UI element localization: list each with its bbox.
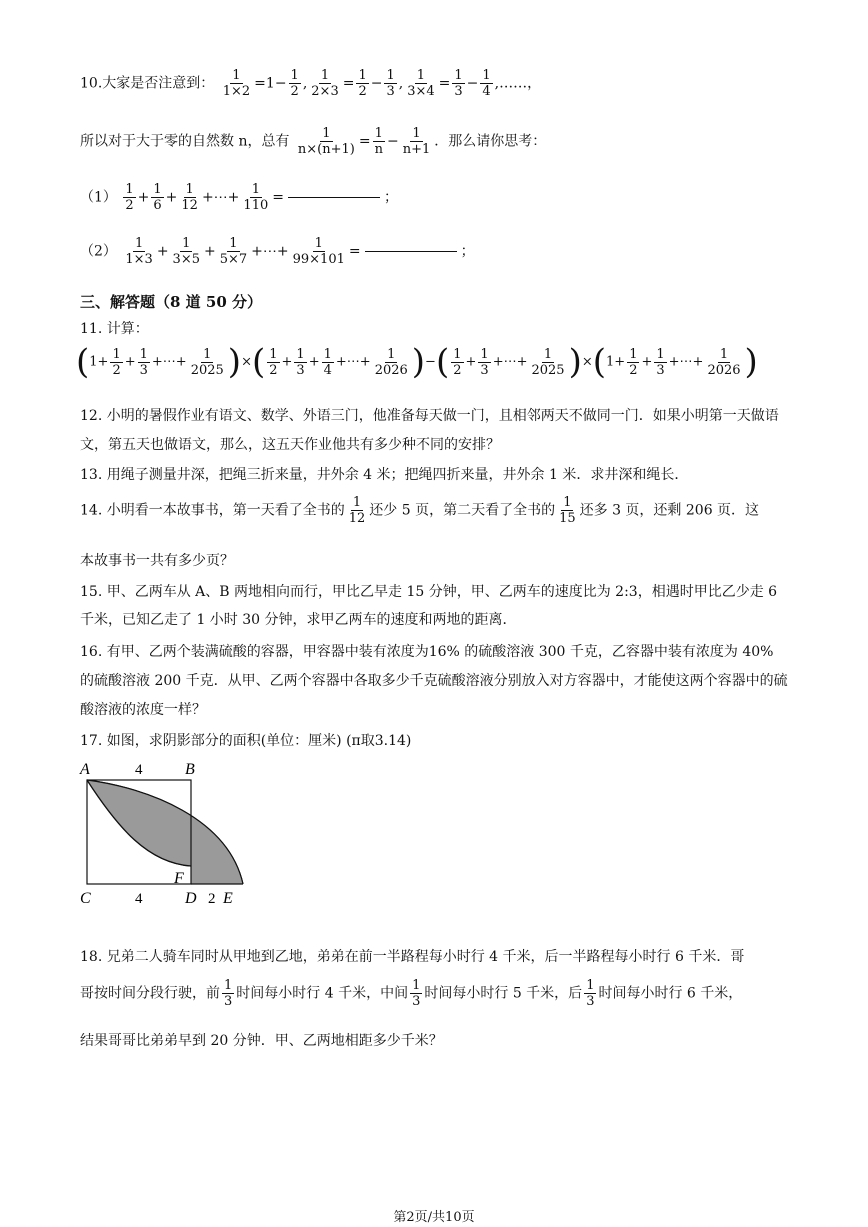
fraction: $\frac{1}{3}$ [139, 346, 148, 378]
fraction: $\frac{1}{99\times 101}$ [292, 236, 345, 267]
fraction: $\frac{1}{n+1}$ [402, 126, 431, 157]
page-footer: 第2页/共10页 [393, 1210, 475, 1225]
q18-line1: 18. 兄弟二人骑车同时从甲地到乙地，弟弟在前一半路程每小时行 4 千米，后一半路程每小时行 6 千米．哥 [80, 949, 745, 965]
label-bottom-length: 4 [135, 891, 143, 907]
answer-blank[interactable] [288, 197, 380, 198]
fraction: $\frac{1}{3}$ [412, 978, 421, 1009]
label-F: F [174, 870, 184, 887]
fraction: $\frac{1}{2}$ [358, 68, 367, 99]
fraction: $\frac{1}{3\times 5}$ [172, 236, 200, 267]
fraction: $\frac{1}{2026}$ [374, 346, 408, 378]
fraction: $\frac{1}{3}$ [454, 68, 463, 99]
fraction: $\frac{1}{2\times 3}$ [311, 68, 339, 99]
fraction: $\frac{1}{110}$ [243, 182, 269, 213]
q15-text: 15. 甲、乙两车从 A、B 两地相向而行，甲比乙早走 15 分钟，甲、乙两车的速度比为 2:3，相遇时甲比乙少走 6 千米，已知乙走了 1 小时 30 分钟，求甲乙两车的速度和两地的距离． [80, 584, 778, 628]
q16-text: 16. 有甲、乙两个装满硫酸的容器，甲容器中装有浓度为16% 的硫酸溶液 300 千克，乙容器中装有浓度为 40% 的硫酸溶液 200 千克．从甲、乙两个容器中各取多少千克硫酸溶液分别放入对方容器中，才能使这两个容器中的硫酸溶液的浓度一样？ [80, 644, 788, 718]
fraction: $\frac{1}{3}$ [296, 346, 305, 378]
fraction: $\frac{1}{2026}$ [707, 346, 741, 378]
fraction: $\frac{1}{6}$ [153, 182, 162, 213]
fraction: $\frac{1}{12}$ [348, 495, 366, 526]
fraction: $\frac{1}{2}$ [290, 68, 299, 99]
q17-text: 17. 如图，求阴影部分的面积(单位：厘米) (π取3.14) [80, 733, 412, 749]
fraction: $\frac{1}{3}$ [656, 346, 665, 378]
label-de-length: 2 [208, 891, 216, 907]
q18-line2: 哥按时间分段行驶，前 $\frac{1}{3}$ 时间每小时行 4 千米，中间 $\frac{1}{3}$ 时间每小时行 5 千米，后 $\frac{1}{3}$ 时间每小时行 6 千米， [80, 978, 743, 1009]
fraction: $\frac{1}{1\times 2}$ [222, 68, 251, 99]
fraction: $\frac{1}{4}$ [323, 346, 332, 378]
q10-part2: （2） $\frac{1}{1\times 3}$ + $\frac{1}{3\times 5}$ + $\frac{1}{5\times 7}$ +⋯+ $\frac{1}{99\times 101}$ = ； [80, 236, 475, 267]
fraction: $\frac{1}{2}$ [453, 346, 462, 378]
q13-text: 13. 用绳子测量井深，把绳三折来量，井外余 4 米；把绳四折来量，井外余 1 米．求井深和绳长． [80, 467, 689, 483]
fraction: $\frac{1}{2025}$ [190, 346, 224, 378]
label-C: C [80, 890, 91, 907]
label-top-length: 4 [135, 762, 143, 778]
label-A: A [80, 761, 90, 778]
fraction: $\frac{1}{2}$ [112, 346, 121, 378]
q10-part1: （1） $\frac{1}{2}$ + $\frac{1}{6}$ + $\frac{1}{12}$ +⋯+ $\frac{1}{110}$ = ； [80, 182, 398, 213]
q12-text: 12. 小明的暑假作业有语文、数学、外语三门，他准备每天做一门，且相邻两天不做同一门．如果小明第一天做语文，第五天也做语文，那么，这五天作业他共有多少种不同的安排？ [80, 408, 779, 453]
q14-line2: 本故事书一共有多少页？ [80, 553, 234, 569]
q10-line2: 所以对于大于零的自然数 n，总有 $\frac{1}{n\times(n+1)}$ = $\frac{1}{n}$ − $\frac{1}{n+1}$ ．那么请你思考： [80, 126, 547, 157]
fraction: $\frac{1}{4}$ [482, 68, 491, 99]
fraction: $\frac{1}{15}$ [559, 495, 576, 526]
q14-line1: 14. 小明看一本故事书，第一天看了全书的 $\frac{1}{12}$ 还少 5 页，第二天看了全书的 $\frac{1}{15}$ 还多 3 页，还剩 206 页．这 [80, 495, 760, 526]
fraction: $\frac{1}{n\times(n+1)}$ [297, 126, 355, 157]
label-D: D [185, 890, 197, 907]
fraction: $\frac{1}{3}$ [586, 978, 595, 1009]
fraction: $\frac{1}{n}$ [374, 126, 383, 157]
label-E: E [223, 890, 233, 907]
fraction: $\frac{1}{12}$ [181, 182, 198, 213]
geometry-figure [78, 758, 258, 938]
fraction: $\frac{1}{2025}$ [531, 346, 565, 378]
q11-expression: (1+ $\frac{1}{2}$ + $\frac{1}{3}$ +⋯+ $\frac{1}{2025}$ )×( $\frac{1}{2}$ + $\frac{1}{3}$ + $\frac{1}{4}$ +⋯+ $\frac{1}{2026}$ )−( $\frac{1}{2}$ + $\frac{1}{3}$ +⋯+ $\frac{1}{2025}$ )×(1+ $\frac{1}{2}$ + $\frac{1}{3}$ +⋯+ $\frac{1}{2026}$ ) [76, 342, 758, 382]
q10-line1: 10.大家是否注意到： $\frac{1}{1\times 2}$ =1− $\frac{1}{2}$ , $\frac{1}{2\times 3}$ = $\frac{1}{2}$ − $\frac{1}{3}$ , $\frac{1}{3\times 4}$ = $\frac{1}{3}$ − $\frac{1}{4}$ ,……， [80, 68, 542, 99]
fraction: $\frac{1}{5\times 7}$ [219, 236, 248, 267]
q10-intro: 大家是否注意到： [102, 75, 215, 92]
fraction: $\frac{1}{1\times 3}$ [125, 236, 153, 267]
answer-blank[interactable] [365, 251, 457, 252]
fraction: $\frac{1}{3}$ [386, 68, 395, 99]
fraction: $\frac{1}{3}$ [480, 346, 489, 378]
q18-line3: 结果哥哥比弟弟早到 20 分钟．甲、乙两地相距多少千米？ [80, 1033, 443, 1049]
q11-title: 11. 计算： [80, 321, 149, 337]
fraction: $\frac{1}{2}$ [269, 346, 278, 378]
fraction: $\frac{1}{3}$ [224, 978, 233, 1009]
fraction: $\frac{1}{2}$ [125, 182, 134, 213]
question-number: 10. [80, 75, 103, 92]
fraction: $\frac{1}{3\times 4}$ [407, 68, 435, 99]
section-heading: 三、解答题（8 道 50 分） [80, 293, 262, 311]
fraction: $\frac{1}{2}$ [629, 346, 638, 378]
label-B: B [185, 761, 195, 778]
